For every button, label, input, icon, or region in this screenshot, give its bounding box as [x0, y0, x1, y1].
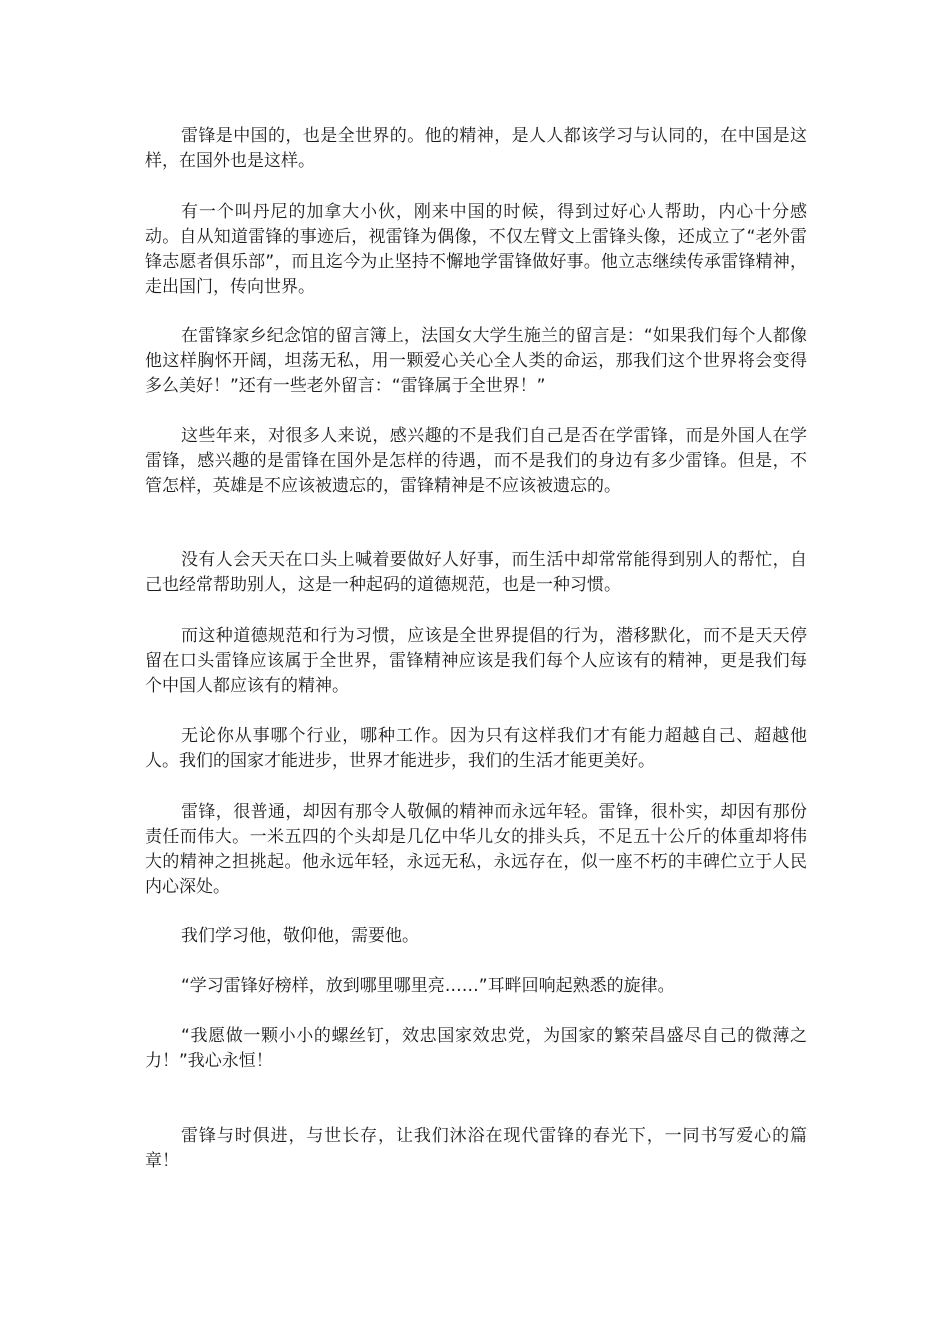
paragraph-10: “学习雷锋好榜样，放到哪里哪里亮……”耳畔回响起熟悉的旋律。	[181, 976, 675, 996]
paragraph-7: 无论你从事哪个行业，哪种工作。因为只有这样我们才有能力超越自己、超越他人。我们的国家才能进步，世界才能进步，我们的生活才能更美好。	[145, 726, 807, 771]
paragraph-1: 雷锋是中国的，也是全世界的。他的精神，是人人都该学习与认同的，在中国是这样，在国外也是这样。	[145, 126, 807, 171]
paragraph-8: 雷锋，很普通，却因有那令人敬佩的精神而永远年轻。雷锋，很朴实，却因有那份责任而伟大。一米五四的个头却是几亿中华儿女的排头兵，不足五十公斤的体重却将伟大的精神之担挑起。他永远年轻，永远无私，永远存在，似一座不朽的丰碑伫立于人民内心深处。	[145, 802, 807, 897]
paragraph-4: 这些年来，对很多人来说，感兴趣的不是我们自己是否在学雷锋，而是外国人在学雷锋，感兴趣的是雷锋在国外是怎样的待遇，而不是我们的身边有多少雷锋。但是，不管怎样，英雄是不应该被遗忘的，雷锋精神是不应该被遗忘的。	[145, 426, 807, 496]
paragraph-9: 我们学习他，敬仰他，需要他。	[181, 926, 419, 946]
paragraph-5: 没有人会天天在口头上喊着要做好人好事，而生活中却常常能得到别人的帮忙，自己也经常帮助别人，这是一种起码的道德规范，也是一种习惯。	[145, 550, 807, 595]
paragraph-2: 有一个叫丹尼的加拿大小伙，刚来中国的时候，得到过好心人帮助，内心十分感动。自从知道雷锋的事迹后，视雷锋为偶像，不仅左臂文上雷锋头像，还成立了“老外雷锋志愿者俱乐部”，而且迄今为止坚持不懈地学雷锋做好事。他立志继续传承雷锋精神，走出国门，传向世界。	[145, 202, 807, 297]
paragraph-3: 在雷锋家乡纪念馆的留言簿上，法国女大学生施兰的留言是：“如果我们每个人都像他这样胸怀开阔，坦荡无私，用一颗爱心关心全人类的命运，那我们这个世界将会变得多么美好！”还有一些老外留言：“雷锋属于全世界！”	[145, 326, 807, 396]
paragraph-12: 雷锋与时俱进，与世长存，让我们沐浴在现代雷锋的春光下，一同书写爱心的篇章！	[145, 1126, 807, 1171]
paragraph-6: 而这种道德规范和行为习惯，应该是全世界提倡的行为，潜移默化，而不是天天停留在口头雷锋应该属于全世界，雷锋精神应该是我们每个人应该有的精神，更是我们每个中国人都应该有的精神。	[145, 626, 807, 696]
paragraph-11: “我愿做一颗小小的螺丝钉，效忠国家效忠党，为国家的繁荣昌盛尽自己的微薄之力！”我心永恒！	[145, 1026, 807, 1071]
